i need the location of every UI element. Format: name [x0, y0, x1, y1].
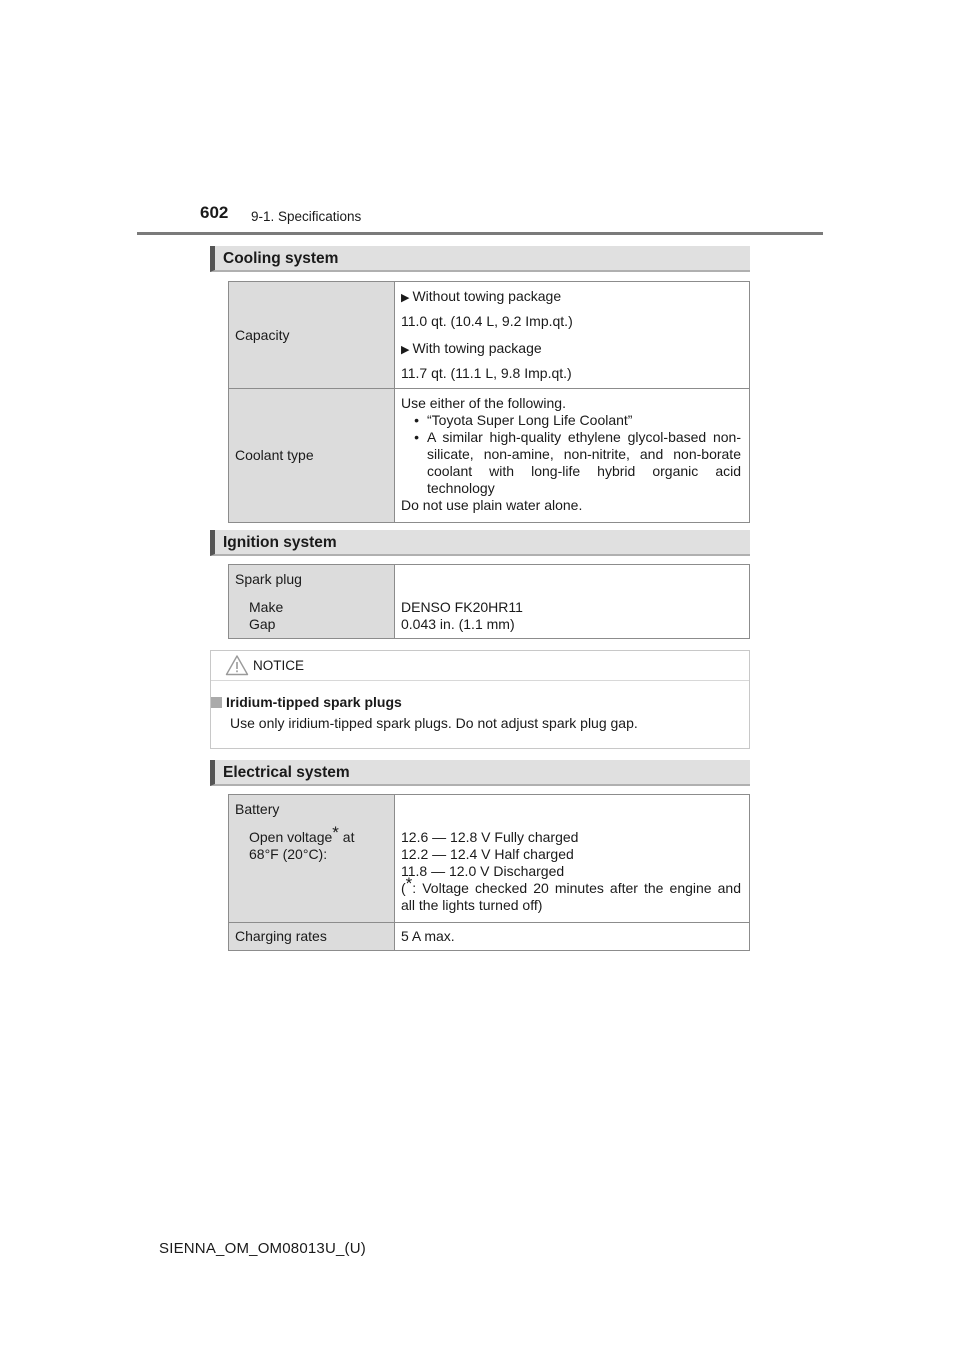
section-heading-ignition: Ignition system	[210, 530, 750, 556]
battery-label	[229, 795, 395, 923]
temperature-label: 68°F (20°C):	[249, 846, 328, 862]
voltage-full: 12.6 — 12.8 V Fully charged	[401, 829, 579, 845]
arrow-right-icon: ▶	[401, 344, 410, 356]
spark-plug-value	[395, 565, 750, 639]
table-row	[229, 923, 750, 951]
table-row	[229, 389, 750, 523]
section-heading-electrical: Electrical system	[210, 760, 750, 786]
list-item: • “Toyota Super Long Life Coolant”	[414, 412, 633, 428]
chapter-title: 9-1. Specifications	[251, 209, 362, 224]
with-towing-value: 11.7 qt. (11.1 L, 9.8 Imp.qt.)	[401, 365, 572, 381]
notice-text: Use only iridium-tipped spark plugs. Do not adjust spark plug gap.	[230, 715, 638, 731]
notice-title: Iridium-tipped spark plugs	[211, 694, 402, 710]
header-rule	[137, 232, 823, 235]
arrow-right-icon: ▶	[401, 292, 410, 304]
list-item: • A similar high-quality ethylene glycol-based non-silicate, non-amine, non-nitrite, and non-borate coolant with long-life hybrid organic acid technology	[414, 429, 741, 496]
voltage-discharged: 11.8 — 12.0 V Discharged	[401, 863, 565, 879]
table-row	[229, 565, 750, 639]
without-towing-value: 11.0 qt. (10.4 L, 9.2 Imp.qt.)	[401, 313, 573, 329]
make-value: DENSO FK20HR11	[401, 599, 523, 615]
notice-box	[210, 650, 750, 749]
footer-doc-id: SIENNA_OM_OM08013U_(U)	[159, 1240, 366, 1257]
notice-header	[211, 651, 749, 681]
voltage-footnote: (*: Voltage checked 20 minutes after the engine and all the lights turned off)	[401, 874, 741, 913]
with-towing-label: With towing package	[412, 340, 542, 356]
capacity-value	[395, 282, 750, 389]
without-towing-label: Without towing package	[412, 288, 562, 304]
coolant-intro: Use either of the following.	[401, 395, 566, 411]
gap-label: Gap	[249, 616, 276, 632]
capacity-label: Capacity	[229, 282, 395, 389]
notice-label: NOTICE	[253, 658, 305, 673]
open-voltage-label: Open voltage* at	[249, 823, 355, 845]
warning-triangle-icon	[225, 654, 249, 676]
page-number: 602	[200, 203, 229, 222]
charging-rates-label: Charging rates	[229, 923, 395, 951]
coolant-type-label: Coolant type	[229, 389, 395, 523]
table-row	[229, 282, 750, 389]
battery-value	[395, 795, 750, 923]
cooling-spec-table	[228, 281, 750, 523]
charging-rates-value: 5 A max.	[395, 923, 750, 951]
spark-plug-heading: Spark plug	[235, 571, 302, 587]
voltage-half: 12.2 — 12.4 V Half charged	[401, 846, 574, 862]
spark-plug-label	[229, 565, 395, 639]
coolant-type-value	[395, 389, 750, 523]
ignition-spec-table	[228, 564, 750, 639]
gap-value: 0.043 in. (1.1 mm)	[401, 616, 515, 632]
coolant-note: Do not use plain water alone.	[401, 497, 583, 513]
electrical-spec-table	[228, 794, 750, 951]
table-row	[229, 795, 750, 923]
square-bullet-icon	[211, 697, 222, 708]
battery-heading: Battery	[235, 801, 280, 817]
section-heading-cooling: Cooling system	[210, 246, 750, 272]
make-label: Make	[249, 599, 284, 615]
